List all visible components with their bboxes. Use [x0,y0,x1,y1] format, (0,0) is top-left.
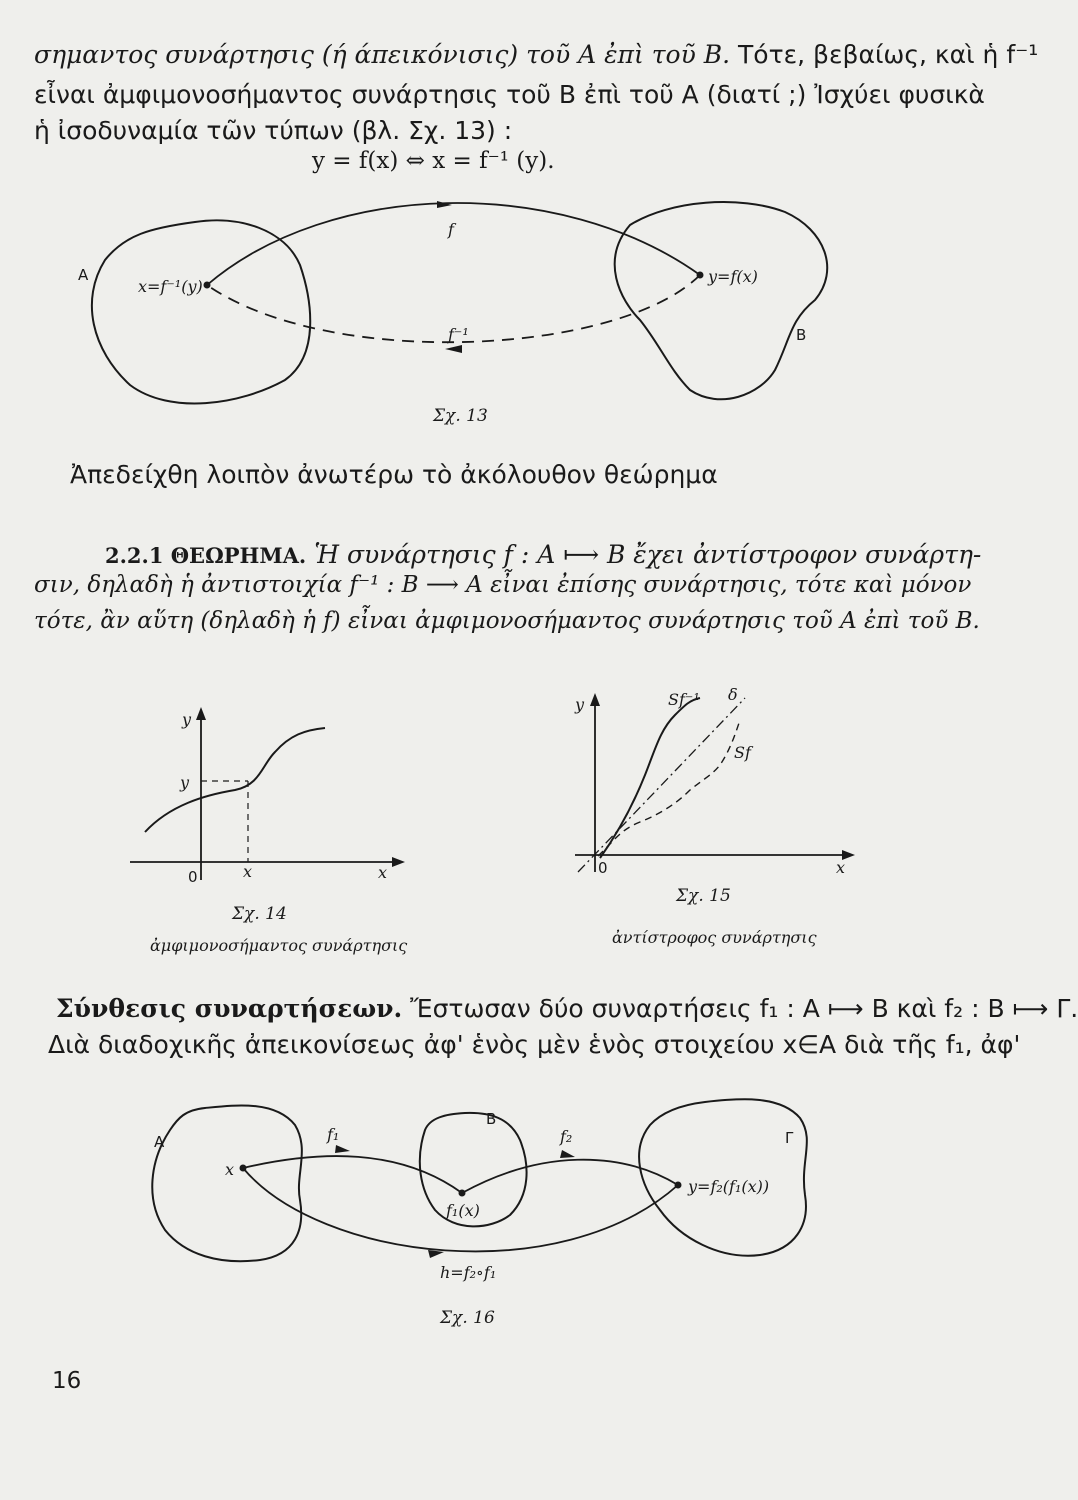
figure-14-caption: Σχ. 14 [232,904,287,924]
fig15-diagonal-label: δ [728,685,738,704]
set-b-label: B [486,1110,497,1128]
arrow-h-head [428,1250,444,1258]
point-x-label: x=f⁻¹(y) [138,277,203,296]
arrow-finv-label: f⁻¹ [448,325,469,344]
set-a-label: A [154,1133,165,1151]
point-y-label: y=f(x) [708,267,758,286]
text-line-1b: Τότε, βεβαίως, καὶ ἡ f⁻¹ [738,40,1039,69]
composition-text-1: Ἔστωσαν δύο συναρτήσεις f₁ : A ⟼ B καὶ f₂ : B ⟼ Γ. [410,994,1078,1023]
text-line-4: Ἀπεδείχθη λοιπὸν ἀνωτέρω τὸ ἀκόλουθον θεώρημα [70,460,718,489]
composition-heading: Σύνθεσις συναρτήσεων. [56,994,403,1023]
figure-13-caption: Σχ. 13 [433,406,488,426]
arrow-f-label: f [448,220,454,239]
point-f1x-label: f₁(x) [446,1201,480,1220]
fig15-curve-f-label: Sf [734,743,751,762]
arrow-h-label: h=f₂∘f₁ [440,1263,497,1282]
formula: y = f(x) ⇔ x = f⁻¹ (y). [312,148,555,174]
figure-16-caption: Σχ. 16 [440,1308,495,1328]
point-f1x [459,1190,466,1197]
fig14-origin-label: 0 [188,868,198,886]
figure-15-caption: Σχ. 15 [676,886,731,906]
arrow-f1-label: f₁ [327,1125,340,1144]
arrow-f1-head [335,1145,350,1153]
point-x-label: x [225,1160,235,1179]
theorem-heading: 2.2.1 ΘΕΩΡΗΜΑ. [105,543,307,568]
theorem-line-2: σιν, δηλαδὴ ἡ ἀντιστοιχία f⁻¹ : B ⟶ A εἶναι ἐπίσης συνάρτησις, τότε καὶ μόνον [34,572,972,598]
figure-14-subcaption: ἀμφιμονοσήμαντος συνάρτησις [150,936,408,955]
page-number: 16 [52,1368,82,1394]
arrow-f2-label: f₂ [560,1127,573,1146]
text-line-3: ἡ ἰσοδυναμία τῶν τύπων (βλ. Σχ. 13) : [34,116,513,145]
point-y [675,1182,682,1189]
set-b-label: B [796,326,807,344]
set-g-label: Γ [785,1129,794,1147]
point-y-label: y=f₂(f₁(x)) [688,1177,770,1196]
fig14-mark-x-label: x [243,862,253,881]
fig14-mark-y-label: y [180,773,190,792]
fig15-axis-x-label: x [836,858,846,877]
text-line-2: εἶναι ἀμφιμονοσήμαντος συνάρτησις τοῦ Β ἐπὶ τοῦ Α (διατί ;) Ἰσχύει φυσικὰ [34,80,985,109]
arrow-f1-path [243,1156,462,1193]
set-a-blob [152,1105,302,1261]
fig15-axis-y-label: y [575,695,585,714]
fig14-axis-x-label: x [378,863,388,882]
figure-15-subcaption: ἀντίστροφος συνάρτησις [612,928,817,947]
text-line-1a: σημαντος συνάρτησις (ή άπεικόνισις) τοῦ Α ἐπὶ τοῦ Β. [34,40,731,69]
theorem-text-1: Ἡ συνάρτησις f : A ⟼ B ἔχει ἀντίστροφον συνάρτη- [314,540,982,569]
theorem-line-3: τότε, ἂν αὕτη (δηλαδὴ ἡ f) εἶναι ἀμφιμονοσήμαντος συνάρτησις τοῦ Α ἐπὶ τοῦ Β. [34,608,980,634]
point-x [240,1165,247,1172]
arrow-f2-head [560,1150,575,1158]
set-a-label: A [78,266,89,284]
fig15-curve-finv-label: Sf⁻¹ [668,690,700,709]
fig15-origin-label: 0 [598,859,608,877]
fig14-axis-y-label: y [182,710,192,729]
composition-line-2: Διὰ διαδοχικῆς ἀπεικονίσεως ἀφ' ἑνὸς μὲν ἑνὸς στοιχείου x∈A διὰ τῆς f₁, ἀφ' [48,1030,1021,1059]
